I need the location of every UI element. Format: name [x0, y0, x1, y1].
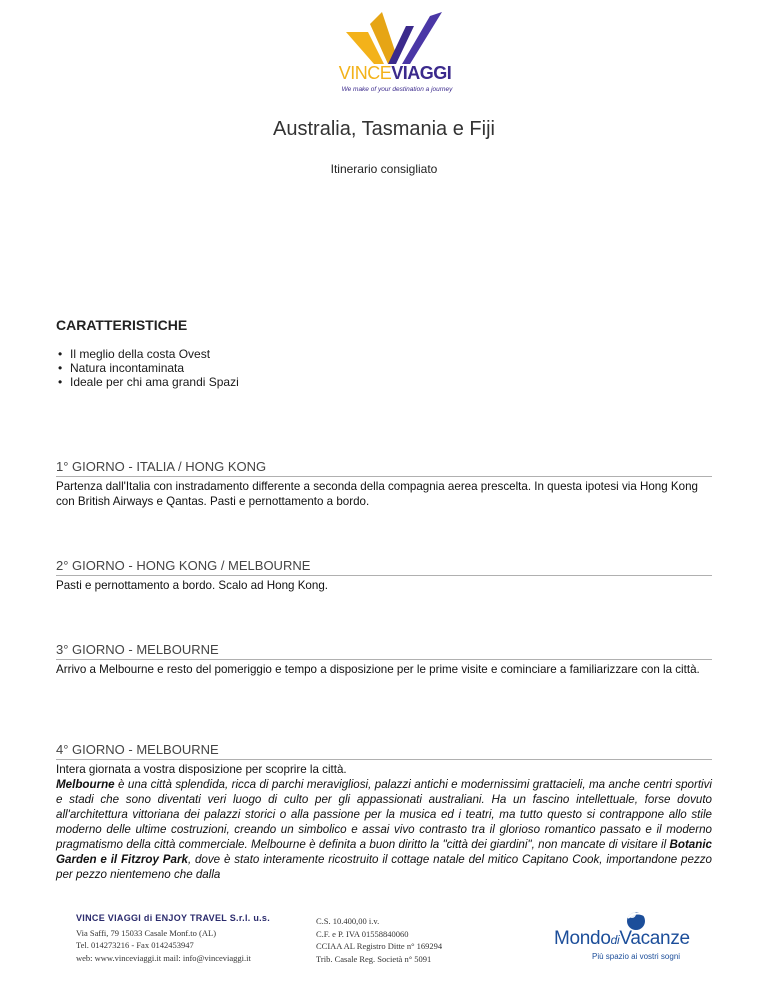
legal-info — [316, 915, 442, 965]
page-title: Australia, Tasmania e Fiji — [273, 118, 495, 140]
company-web: web: www.vinceviaggi.it mail: info@vinceviaggi.it — [76, 952, 251, 963]
day-heading: 3° GIORNO - MELBOURNE — [56, 642, 712, 660]
page-footer — [0, 906, 768, 986]
globe-icon — [624, 908, 648, 930]
day-2-section — [56, 558, 712, 593]
day-4-section — [56, 742, 712, 882]
list-item: • Il meglio della costa Ovest — [56, 347, 716, 361]
registry-number: CCIAA AL Registro Ditte n° 169294 — [316, 941, 443, 951]
company-info — [76, 912, 270, 964]
page-subtitle: Itinerario consigliato — [330, 162, 438, 176]
list-item: • Ideale per chi ama grandi Spazi — [56, 375, 716, 389]
company-address: Via Saffi, 79 15033 Casale Monf.to (AL) — [76, 927, 217, 938]
list-item: • Natura incontaminata — [56, 361, 716, 375]
brand-name: VINCEVIAGGI — [338, 63, 452, 83]
partner-name: MondodiVacanze — [554, 928, 690, 949]
company-name: VINCE VIAGGI di ENJOY TRAVEL S.r.l. u.s. — [76, 913, 271, 923]
mondo-di-vacanze-logo — [554, 908, 734, 968]
wings-logo-icon — [338, 10, 448, 66]
day-description: Melbourne è una città splendida, ricca di parchi meravigliosi, palazzi antichi e modernissimi grattacieli, ma anche centri sportivi e stadi che sono diventati veri luogo di culto per gli appassionati australiani. Ha un fascino intellettuale, forse dovuto all'architettura vittoriana dei palazzi storici o alla passione per la musica ed i teatri, ma tutto questo si contrappone allo stile moderno delle ultime costruzioni, creando un simbolico e assai vivo contrasto tra il glorioso romantico passato e il moderno pragmatismo della città commerciale. Melbourne è definita a buon diritto la "città dei giardini", non mancate di visitare il Botanic Garden e il Fitzroy Park, dove è stato interamente ricostruito il cottage natale del mitico Capitano Cook, importandone pezzo per pezzo nientemeno che dalla — [56, 778, 712, 881]
brand-tagline: We make of your destination a journey — [341, 86, 453, 93]
vinceviaggi-logo — [320, 10, 470, 96]
day-1-section — [56, 459, 712, 509]
day-text: Partenza dall'Italia con instradamento differente a seconda della compagnia aerea prescelta. In questa ipotesi via Hong Kong con British Airways e Qantas. Pasti e pernottamento a bordo. — [56, 480, 698, 508]
vat-number: C.F. e P. IVA 01558840060 — [316, 928, 409, 939]
features-section — [56, 317, 716, 389]
features-list — [56, 347, 716, 389]
day-3-section — [56, 642, 712, 677]
city-name: Melbourne — [56, 778, 115, 791]
parks-name: Botanic Garden e il Fitzroy Park — [56, 838, 712, 866]
features-heading: CARATTERISTICHE — [56, 317, 188, 333]
day-intro: Intera giornata a vostra disposizione per scoprire la città. — [56, 763, 347, 776]
day-heading: 2° GIORNO - HONG KONG / MELBOURNE — [56, 558, 712, 576]
day-heading: 1° GIORNO - ITALIA / HONG KONG — [56, 459, 712, 477]
day-text: Arrivo a Melbourne e resto del pomeriggio e tempo a disposizione per le prime visite e cominciare a familiarizzare con la città. — [56, 663, 700, 676]
day-heading: 4° GIORNO - MELBOURNE — [56, 742, 712, 760]
day-text: Pasti e pernottamento a bordo. Scalo ad Hong Kong. — [56, 579, 328, 592]
court-registry: Trib. Casale Reg. Società n° 5091 — [316, 953, 432, 964]
share-capital: C.S. 10.400,00 i.v. — [316, 916, 380, 926]
partner-tagline: Più spazio ai vostri sogni — [592, 952, 681, 961]
company-phone: Tel. 014273216 - Fax 0142453947 — [76, 940, 194, 950]
